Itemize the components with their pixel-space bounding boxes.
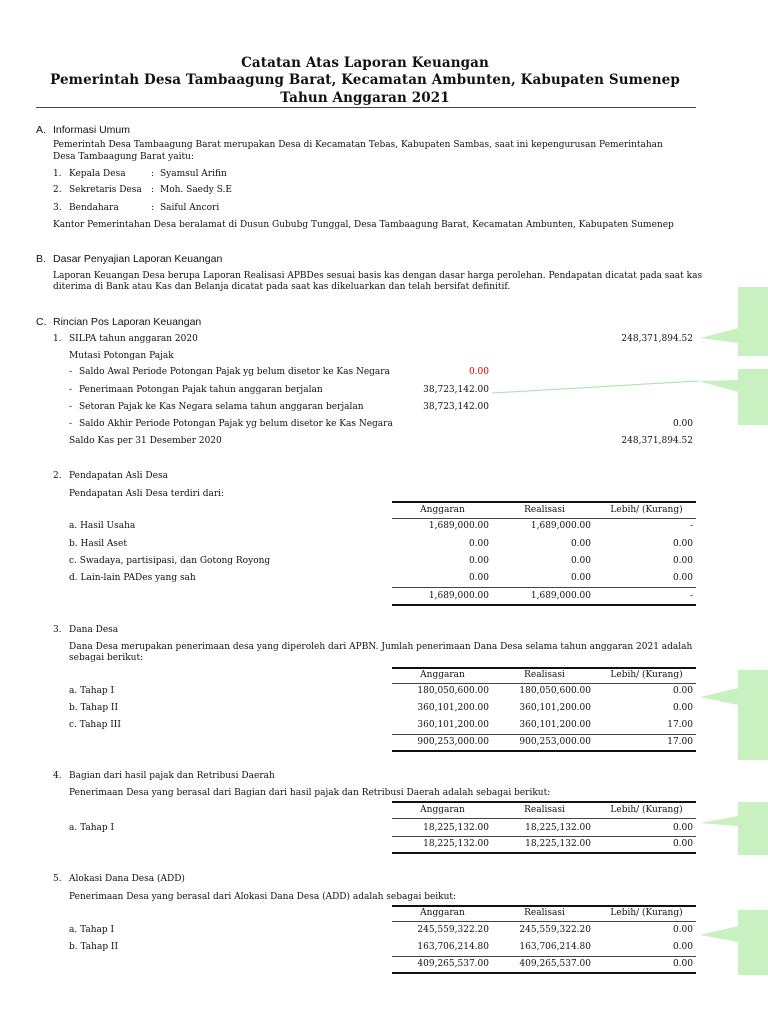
dd-no: 3. [53, 625, 62, 635]
official-no: 2. [53, 185, 62, 195]
mutasi-label: Mutasi Potongan Pajak [69, 351, 174, 361]
pad-row-anggaran: 0.00 [468, 573, 489, 583]
section-a-letter: A. [36, 124, 46, 136]
official-role: Sekretaris Desa [69, 185, 142, 195]
mutasi-dash: - [69, 385, 73, 395]
silpa-value: 248,371,894.52 [621, 334, 693, 344]
dd-row-lebih: 0.00 [672, 703, 693, 713]
dd-row-anggaran: 360,101,200.00 [417, 720, 489, 730]
add-intro: Penerimaan Desa yang berasal dari Alokasi Dana Desa (ADD) adalah sebagai beikut: [69, 892, 457, 902]
add-total-bottom-rule [392, 972, 696, 974]
pad-row-label: d. Lain-lain PADes yang sah [69, 573, 196, 583]
add-row-realisasi: 163,706,214.80 [519, 942, 591, 952]
section-b-letter: B. [36, 253, 46, 265]
dd-row-anggaran: 180,050,600.00 [417, 686, 489, 696]
bhp-table-top-rule [392, 801, 696, 803]
pad-total-rule [392, 587, 696, 588]
mutasi-item-mid-value: 38,723,142.00 [423, 385, 489, 395]
bhp-row-lebih: 0.00 [672, 823, 693, 833]
silpa-no: 1. [53, 334, 62, 344]
dd-table-head-rule [392, 683, 696, 684]
pad-col-realisasi: Realisasi [524, 505, 565, 515]
dd-row-realisasi: 180,050,600.00 [519, 686, 591, 696]
mutasi-dash: - [69, 367, 73, 377]
silpa-label: SILPA tahun anggaran 2020 [69, 334, 198, 344]
dd-col-realisasi: Realisasi [524, 670, 565, 680]
official-name: Moh. Saedy S.E [160, 185, 232, 195]
add-row-anggaran: 163,706,214.80 [417, 942, 489, 952]
bhp-total-anggaran: 18,225,132.00 [423, 839, 489, 849]
dd-total-lebih: 17.00 [667, 737, 693, 747]
add-total-lebih: 0.00 [672, 959, 693, 969]
pad-total-lebih: - [689, 591, 693, 601]
pad-row-anggaran: 1,689,000.00 [428, 521, 489, 531]
bhp-col-realisasi: Realisasi [524, 805, 565, 815]
comment-callout-3 [700, 670, 768, 760]
add-row-label: a. Tahap I [69, 925, 115, 935]
add-row-anggaran: 245,559,322.20 [417, 925, 489, 935]
bhp-total-bottom-rule [392, 852, 696, 854]
dd-row-anggaran: 360,101,200.00 [417, 703, 489, 713]
section-b-line1: Laporan Keuangan Desa berupa Laporan Realisasi APBDes sesuai basis kas dengan dasar harga perolehan. Pendapatan dicatat pada saat kas [53, 271, 703, 281]
saldo-label: Saldo Kas per 31 Desember 2020 [69, 436, 222, 446]
mutasi-item-right-value: 0.00 [672, 419, 693, 429]
add-title: Alokasi Dana Desa (ADD) [69, 874, 185, 884]
dd-table-top-rule [392, 667, 696, 669]
dd-row-label: a. Tahap I [69, 686, 115, 696]
pad-row-lebih: 0.00 [672, 556, 693, 566]
mutasi-dash: - [69, 402, 73, 412]
report-year: Tahun Anggaran 2021 [280, 90, 450, 106]
pad-no: 2. [53, 471, 62, 481]
official-role: Bendahara [69, 203, 119, 213]
dd-row-label: c. Tahap III [69, 720, 121, 730]
pad-intro: Pendapatan Asli Desa terdiri dari: [69, 489, 225, 499]
comment-callout-4 [700, 802, 768, 855]
bhp-no: 4. [53, 771, 62, 781]
pad-title: Pendapatan Asli Desa [69, 471, 168, 481]
dd-row-lebih: 0.00 [672, 686, 693, 696]
bhp-intro: Penerimaan Desa yang berasal dari Bagian dari hasil pajak dan Retribusi Daerah adalah sebagai berikut: [69, 788, 551, 798]
pad-row-anggaran: 0.00 [468, 539, 489, 549]
pad-col-lebih: Lebih/ (Kurang) [610, 505, 683, 515]
pad-row-realisasi: 0.00 [570, 573, 591, 583]
section-b-line2: diterima di Bank atau Kas dan Belanja dicatat pada saat kas dikeluarkan dan telah bersifat definitif. [53, 282, 511, 292]
comment-callout-2 [492, 369, 768, 425]
pad-table-head-rule [392, 518, 696, 519]
report-subtitle: Pemerintah Desa Tambaagung Barat, Kecamatan Ambunten, Kabupaten Sumenep [50, 72, 680, 88]
pad-row-label: a. Hasil Usaha [69, 521, 136, 531]
pad-row-realisasi: 0.00 [570, 556, 591, 566]
report-title: Catatan Atas Laporan Keuangan [241, 55, 489, 71]
mutasi-item-label: Saldo Awal Periode Potongan Pajak yg belum disetor ke Kas Negara [79, 367, 390, 377]
section-c-title: Rincian Pos Laporan Keuangan [53, 316, 202, 328]
bhp-row-label: a. Tahap I [69, 823, 115, 833]
pad-total-bottom-rule [392, 604, 696, 606]
dd-row-realisasi: 360,101,200.00 [519, 703, 591, 713]
add-total-rule [392, 956, 696, 957]
official-role: Kepala Desa [69, 169, 126, 179]
dd-col-lebih: Lebih/ (Kurang) [610, 670, 683, 680]
comment-callout-1 [700, 287, 768, 356]
add-col-anggaran: Anggaran [420, 908, 465, 918]
official-name: Syamsul Arifin [160, 169, 227, 179]
add-total-anggaran: 409,265,537.00 [417, 959, 489, 969]
dd-total-realisasi: 900,253,000.00 [519, 737, 591, 747]
dd-total-anggaran: 900,253,000.00 [417, 737, 489, 747]
official-no: 3. [53, 203, 62, 213]
mutasi-item-mid-value: 38,723,142.00 [423, 402, 489, 412]
pad-row-realisasi: 1,689,000.00 [530, 521, 591, 531]
add-row-label: b. Tahap II [69, 942, 119, 952]
pad-row-lebih: 0.00 [672, 573, 693, 583]
add-table-head-rule [392, 921, 696, 922]
header-divider [36, 107, 696, 108]
add-table-top-rule [392, 905, 696, 907]
bhp-col-lebih: Lebih/ (Kurang) [610, 805, 683, 815]
bhp-title: Bagian dari hasil pajak dan Retribusi Daerah [69, 771, 275, 781]
official-sep: : [151, 203, 155, 213]
mutasi-item-mid-value: 0.00 [468, 367, 489, 377]
pad-col-anggaran: Anggaran [420, 505, 465, 515]
bhp-table-head-rule [392, 818, 696, 819]
bhp-total-rule [392, 836, 696, 837]
dd-intro-line1: Dana Desa merupakan penerimaan desa yang diperoleh dari APBN. Jumlah penerimaan Dana Desa selama tahun anggaran 2021 adalah [69, 642, 693, 652]
add-row-lebih: 0.00 [672, 925, 693, 935]
official-no: 1. [53, 169, 62, 179]
mutasi-item-label: Saldo Akhir Periode Potongan Pajak yg belum disetor ke Kas Negara [79, 419, 393, 429]
comment-callout-5 [700, 910, 768, 975]
bhp-row-realisasi: 18,225,132.00 [525, 823, 591, 833]
dd-row-realisasi: 360,101,200.00 [519, 720, 591, 730]
pad-row-anggaran: 0.00 [468, 556, 489, 566]
add-col-lebih: Lebih/ (Kurang) [610, 908, 683, 918]
official-sep: : [151, 169, 155, 179]
add-row-realisasi: 245,559,322.20 [519, 925, 591, 935]
section-a-paragraph: Pemerintah Desa Tambaagung Barat merupakan Desa di Kecamatan Tebas, Kabupaten Sambas, saat ini kepengurusan Pemerintahan Desa Tambaagung Barat yaitu: [53, 140, 663, 162]
official-sep: : [151, 185, 155, 195]
pad-row-lebih: 0.00 [672, 539, 693, 549]
office-address: Kantor Pemerintahan Desa beralamat di Dusun Gububg Tunggal, Desa Tambaagung Barat, Kecamatan Ambunten, Kabupaten Sumenep [53, 220, 674, 230]
dd-total-bottom-rule [392, 750, 696, 752]
section-b-title: Dasar Penyajian Laporan Keuangan [53, 253, 223, 265]
pad-row-label: c. Swadaya, partisipasi, dan Gotong Royong [69, 556, 271, 566]
dd-title: Dana Desa [69, 625, 119, 635]
pad-row-lebih: - [689, 521, 693, 531]
add-row-lebih: 0.00 [672, 942, 693, 952]
dd-row-lebih: 17.00 [667, 720, 693, 730]
dd-row-label: b. Tahap II [69, 703, 119, 713]
dd-total-rule [392, 734, 696, 735]
saldo-value: 248,371,894.52 [621, 436, 693, 446]
mutasi-item-label: Setoran Pajak ke Kas Negara selama tahun anggaran berjalan [79, 402, 364, 412]
section-a-title: Informasi Umum [53, 124, 131, 136]
bhp-total-lebih: 0.00 [672, 839, 693, 849]
bhp-total-realisasi: 18,225,132.00 [525, 839, 591, 849]
dd-intro-line2: sebagai berikut: [69, 653, 144, 663]
official-name: Saiful Ancori [160, 203, 220, 213]
add-total-realisasi: 409,265,537.00 [519, 959, 591, 969]
dd-col-anggaran: Anggaran [420, 670, 465, 680]
add-col-realisasi: Realisasi [524, 908, 565, 918]
pad-total-anggaran: 1,689,000.00 [428, 591, 489, 601]
add-no: 5. [53, 874, 62, 884]
pad-total-realisasi: 1,689,000.00 [530, 591, 591, 601]
bhp-col-anggaran: Anggaran [420, 805, 465, 815]
pad-row-label: b. Hasil Aset [69, 539, 127, 549]
mutasi-item-label: Penerimaan Potongan Pajak tahun anggaran berjalan [79, 385, 323, 395]
pad-row-realisasi: 0.00 [570, 539, 591, 549]
pad-table-top-rule [392, 501, 696, 503]
mutasi-dash: - [69, 419, 73, 429]
bhp-row-anggaran: 18,225,132.00 [423, 823, 489, 833]
section-c-letter: C. [36, 316, 47, 328]
